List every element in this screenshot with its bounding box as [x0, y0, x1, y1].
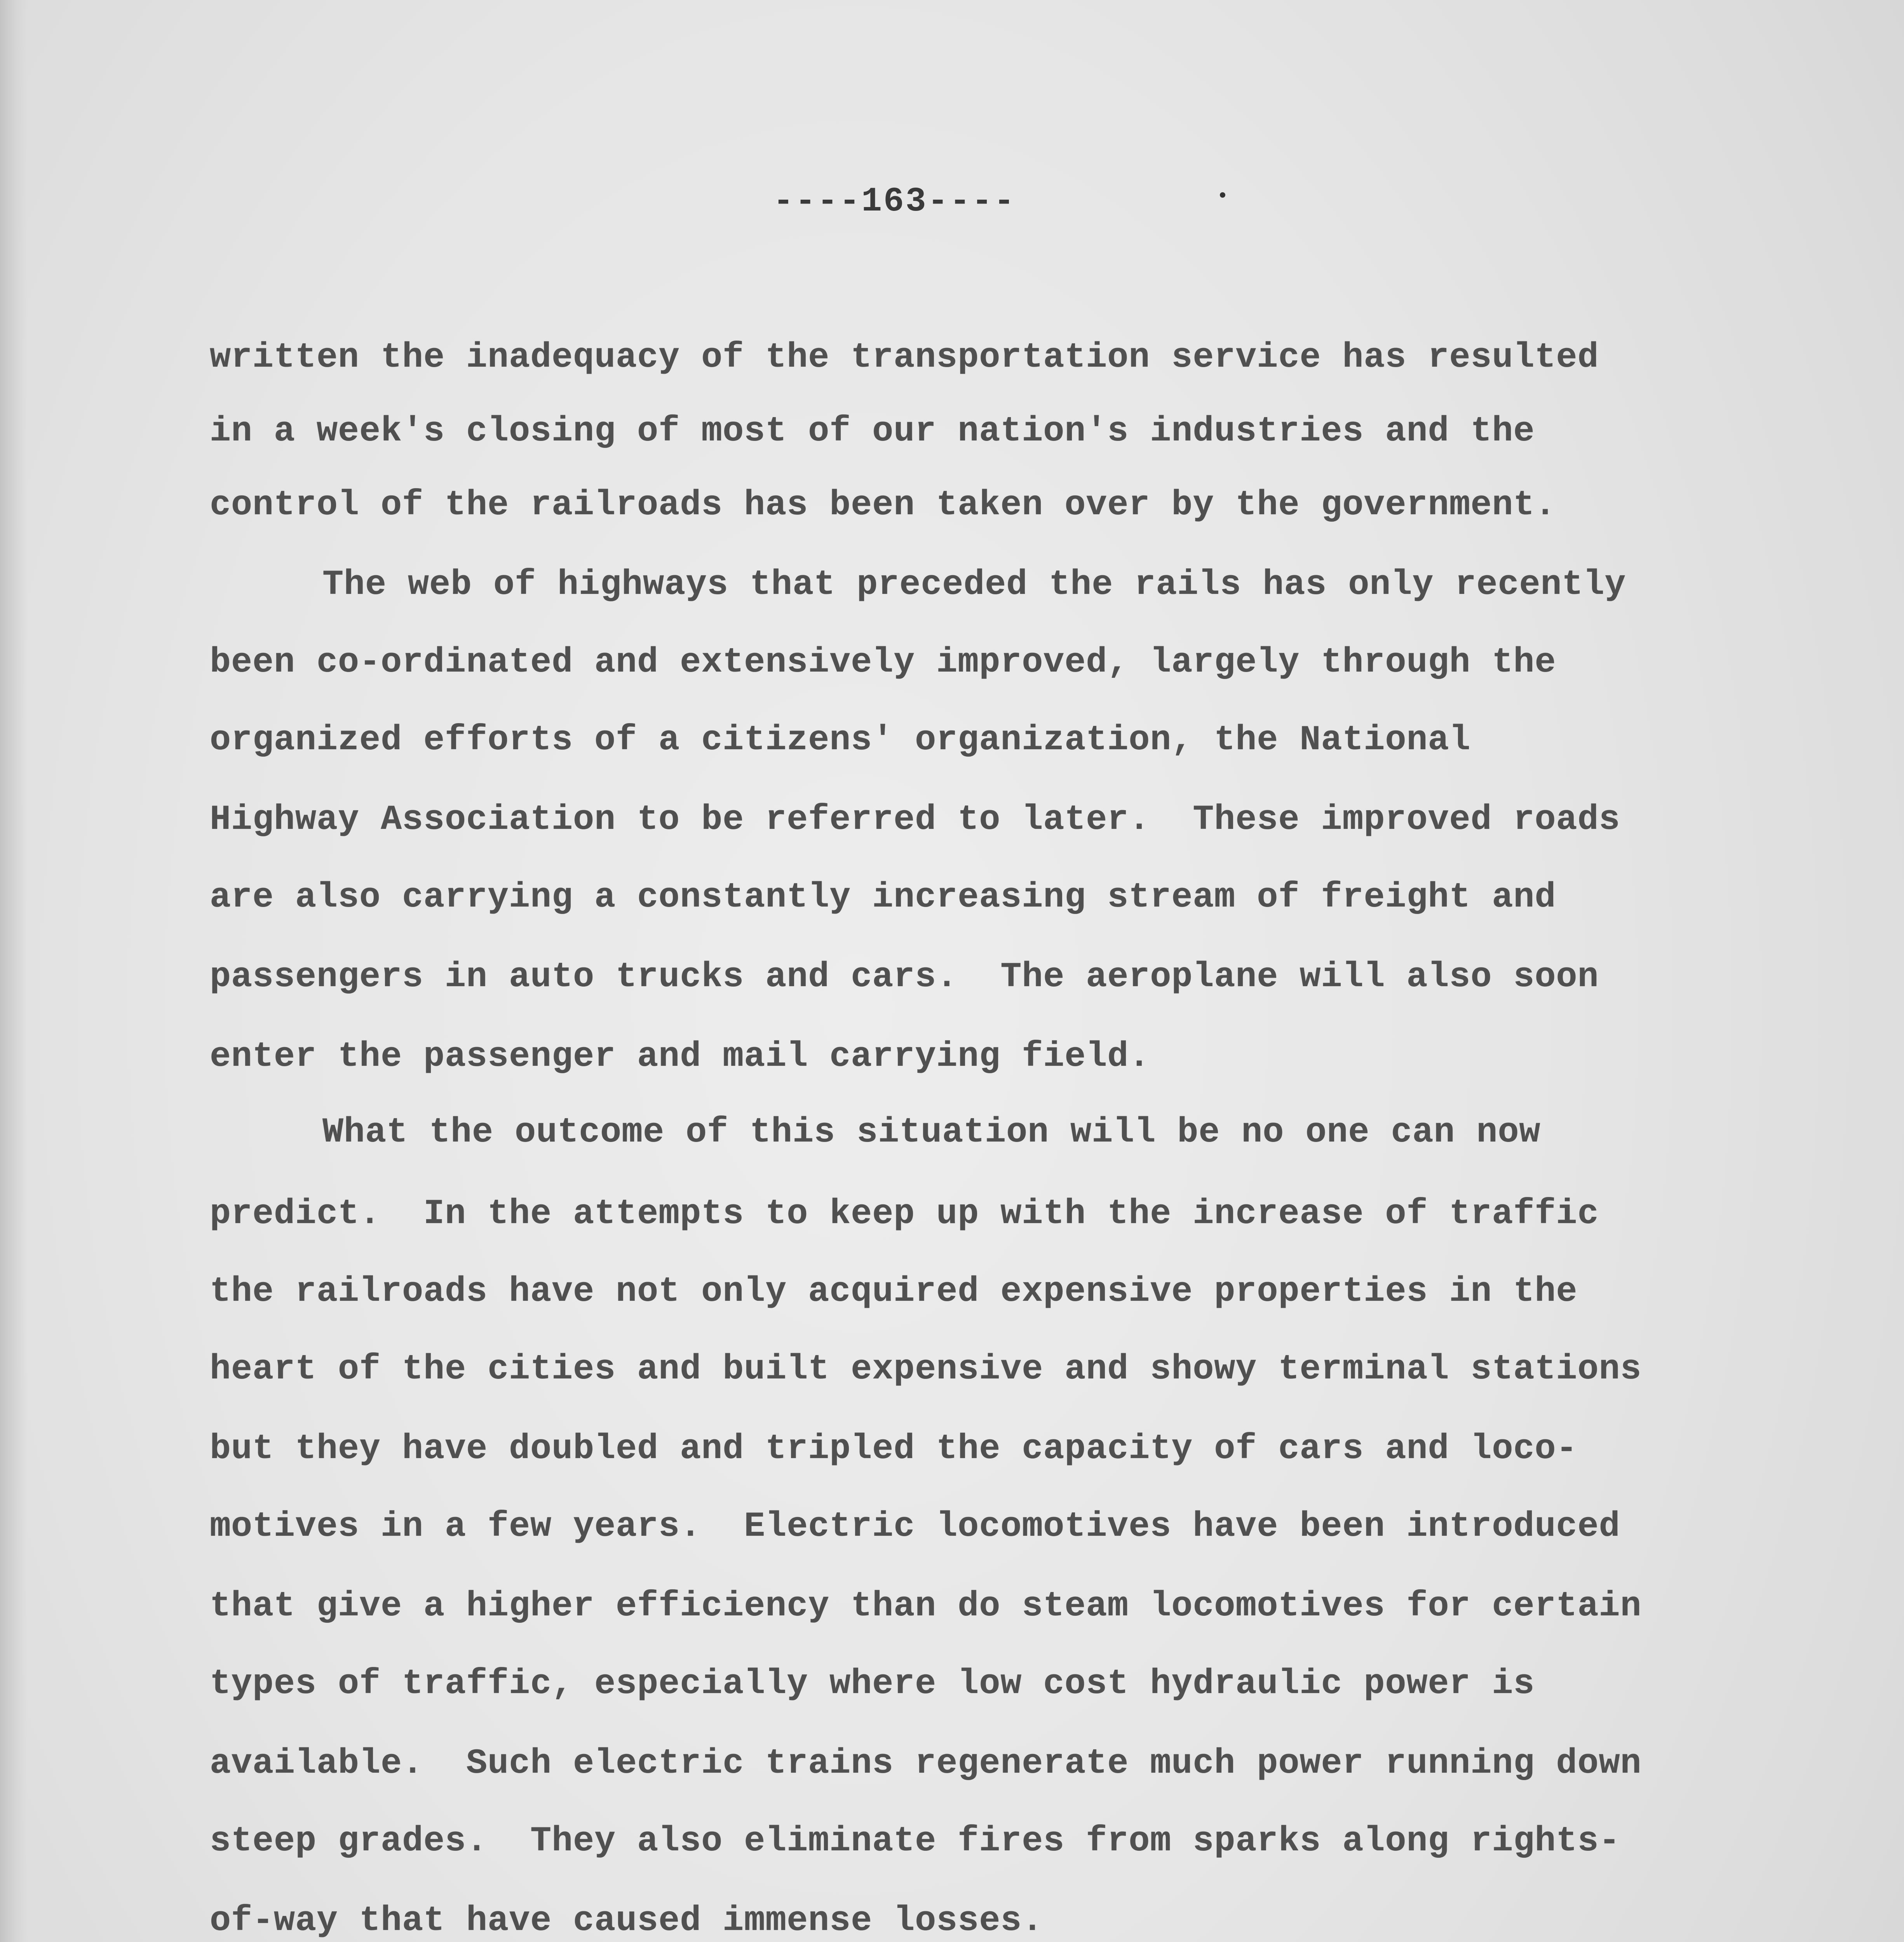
text-line: written the inadequacy of the transportation service has resulted [210, 338, 1599, 378]
scan-speck [1220, 192, 1225, 198]
text-line: but they have doubled and tripled the capacity of cars and loco- [210, 1429, 1578, 1469]
text-line: heart of the cities and built expensive and showy terminal stations [210, 1350, 1642, 1389]
text-line: passengers in auto trucks and cars. The aeroplane will also soon [210, 957, 1599, 997]
text-line: control of the railroads has been taken over by the government. [210, 486, 1556, 525]
text-line: Highway Association to be referred to later. These improved roads [210, 800, 1620, 840]
text-line: organized efforts of a citizens' organization, the National [210, 720, 1471, 760]
text-line: available. Such electric trains regenerate much power running down [210, 1744, 1642, 1784]
text-line: steep grades. They also eliminate fires from sparks along rights- [210, 1822, 1620, 1861]
text-line: that give a higher efficiency than do steam locomotives for certain [210, 1587, 1642, 1626]
text-line: been co-ordinated and extensively improved, largely through the [210, 643, 1556, 682]
text-line: types of traffic, especially where low cost hydraulic power is [210, 1664, 1535, 1704]
text-line: motives in a few years. Electric locomotives have been introduced [210, 1507, 1620, 1547]
text-line: What the outcome of this situation will be no one can now [322, 1113, 1541, 1152]
text-line: the railroads have not only acquired expensive properties in the [210, 1272, 1578, 1312]
text-line: of-way that have caused immense losses. [210, 1901, 1043, 1941]
text-line: The web of highways that preceded the rails has only recently [322, 565, 1626, 605]
text-line: are also carrying a constantly increasing stream of freight and [210, 878, 1556, 917]
page-edge-shadow [0, 0, 27, 1942]
text-line: in a week's closing of most of our nation's industries and the [210, 412, 1535, 451]
text-line: predict. In the attempts to keep up with the increase of traffic [210, 1194, 1599, 1234]
page-number: ----163---- [773, 183, 1016, 221]
text-line: enter the passenger and mail carrying field. [210, 1037, 1150, 1077]
